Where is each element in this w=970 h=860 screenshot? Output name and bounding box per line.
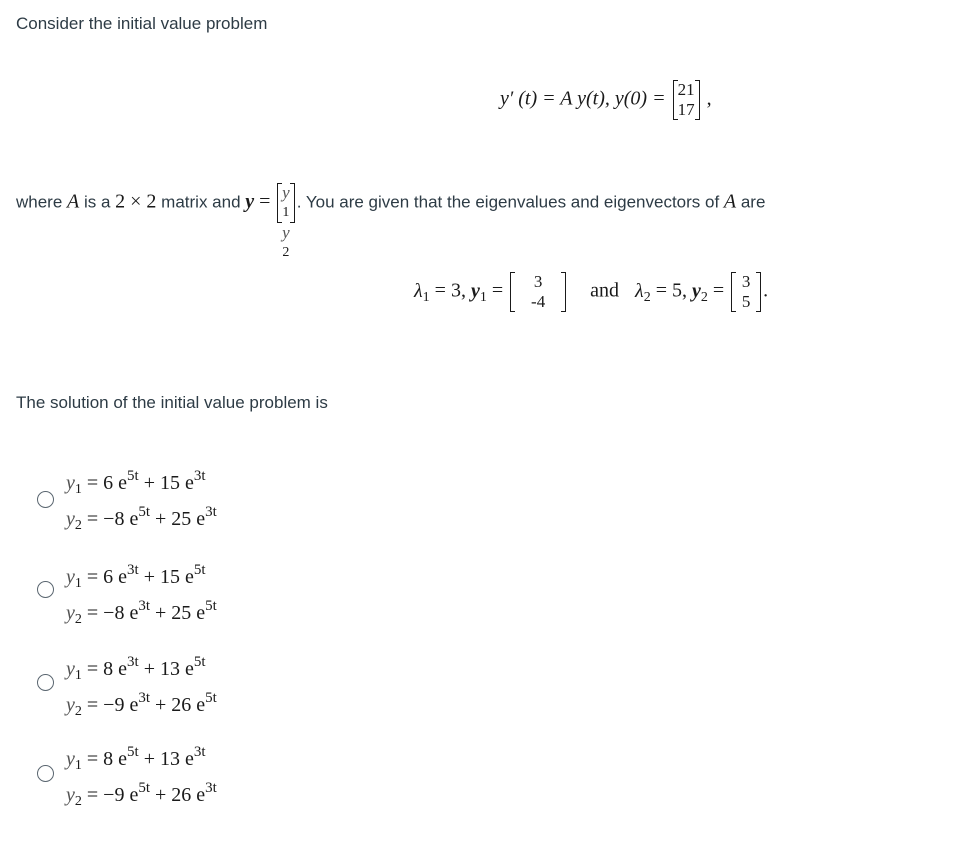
where-eq: = (254, 190, 271, 213)
y-vector (277, 183, 295, 260)
option-2-y2: $y_2 = -8$ $e^{3t} + 25$ $e^{5t}$ (66, 598, 217, 627)
lambda2: $\lambda_2$ (635, 279, 651, 305)
ivp-equation (500, 80, 712, 120)
answer-option-3[interactable] (0, 648, 970, 722)
y-vector-bottom: y 2 (282, 223, 290, 260)
question-intro: Consider the initial value problem (16, 14, 268, 33)
initial-top: 21 (677, 80, 695, 99)
where-line (16, 183, 766, 260)
option-1-y2: $y_2 = -8$ $e^{5t} + 25$ $e^{3t}$ (66, 504, 217, 533)
option-3-y1: $y_1 = 8$ $e^{3t} + 13$ $e^{5t}$ (66, 654, 206, 683)
given-are: are (736, 192, 766, 212)
where-prefix: where (16, 192, 68, 212)
v1-eq: = (486, 279, 504, 302)
eigenvector-1 (510, 272, 566, 312)
eigen-trailing: . (763, 279, 769, 302)
radio-option-3[interactable] (37, 674, 54, 691)
option-4-y2: $y_2 = -9$ $e^{5t} + 26$ $e^{3t}$ (66, 780, 217, 809)
option-4-y1: $y_1 = 8$ $e^{5t} + 13$ $e^{3t}$ (66, 744, 206, 773)
v2-eq: = (707, 279, 725, 302)
eigenvector-2 (731, 272, 761, 312)
option-3-y2: $y_2 = -9$ $e^{3t} + 26$ $e^{5t}$ (66, 690, 217, 719)
where-matrix: matrix and (156, 192, 246, 212)
answer-option-1[interactable] (0, 462, 970, 536)
where-dim: 2 × 2 (115, 190, 157, 213)
solution-prompt: The solution of the initial value problem is (16, 393, 328, 412)
lambda1-value: = 3, (429, 279, 471, 302)
v1-label: $y_1$ (470, 279, 487, 305)
answer-option-4[interactable] (0, 738, 970, 812)
where-y: y (245, 190, 255, 213)
answer-option-2[interactable] (0, 556, 970, 630)
v1-top: 3 (533, 272, 543, 291)
radio-option-2[interactable] (37, 581, 54, 598)
v2-top: 3 (741, 272, 751, 291)
where-A: A (67, 190, 80, 213)
initial-bottom: 17 (677, 100, 695, 119)
v2-label: $y_2$ (691, 279, 708, 305)
initial-vector (673, 80, 700, 120)
y-vector-top: y 1 (282, 183, 290, 220)
v2-bottom: 5 (741, 292, 751, 311)
ivp-lhs: y′ (t) = A y(t), y(0) = (500, 87, 666, 110)
ivp-trailing: , (706, 87, 712, 110)
where-mid: is a (79, 192, 116, 212)
eigen-equation (414, 272, 768, 312)
and-text: and (590, 279, 620, 302)
given-text: . You are given that the eigenvalues and eigenvectors of (296, 192, 724, 212)
lambda2-value: = 5, (650, 279, 692, 302)
given-A: A (723, 190, 737, 213)
radio-option-4[interactable] (37, 765, 54, 782)
radio-option-1[interactable] (37, 491, 54, 508)
option-2-y1: $y_1 = 6$ $e^{3t} + 15$ $e^{5t}$ (66, 562, 206, 591)
v1-bottom: -4 (531, 292, 546, 311)
lambda1: $\lambda_1$ (414, 279, 430, 305)
option-1-y1: $y_1 = 6$ $e^{5t} + 15$ $e^{3t}$ (66, 468, 206, 497)
